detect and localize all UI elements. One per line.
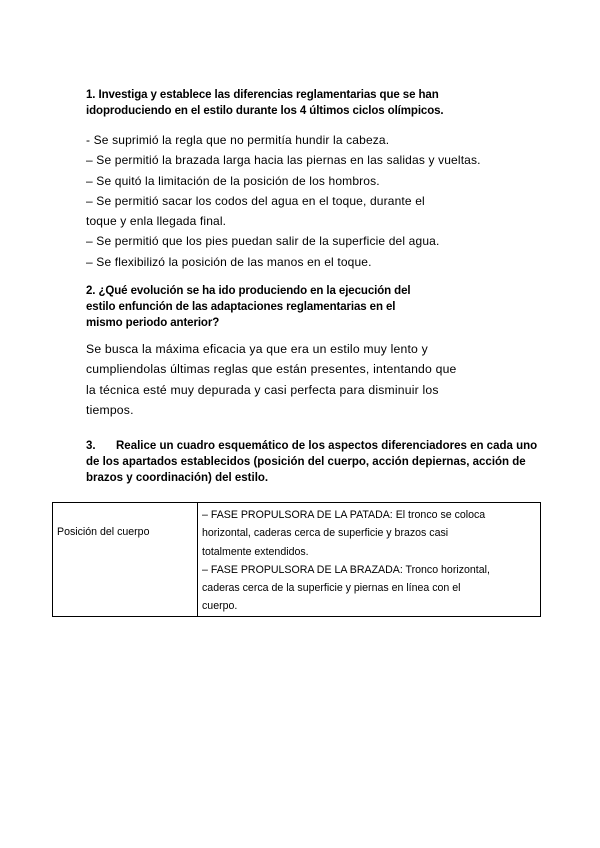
- heading-line: estilo enfunción de las adaptaciones reglamentarias en el: [86, 301, 396, 313]
- question-1-answer-list: [86, 130, 566, 272]
- question-2-answer: [86, 339, 566, 420]
- cell-line: – FASE PROPULSORA DE LA BRAZADA: Tronco horizontal,: [202, 563, 490, 576]
- question-1-heading: [86, 87, 566, 119]
- question-3-heading: [86, 438, 572, 486]
- heading-line: de los apartados establecidos (posición del cuerpo, acción depiernas, acción de: [86, 456, 526, 468]
- list-item: – Se permitió que los pies puedan salir de la superficie del agua.: [86, 234, 440, 249]
- table-cell-content: [198, 503, 541, 617]
- cell-line: totalmente extendidos.: [202, 545, 309, 558]
- scheme-table: [52, 502, 541, 617]
- heading-line: 1. Investiga y establece las diferencias reglamentarias que se han: [86, 89, 439, 101]
- question-number: 3.: [86, 440, 96, 452]
- paragraph-line: la técnica esté muy depurada y casi perfecta para disminuir los: [86, 382, 439, 397]
- question-2-heading: [86, 283, 566, 331]
- heading-line: Realice un cuadro esquemático de los aspectos diferenciadores en cada uno: [116, 440, 538, 452]
- cell-line: – FASE PROPULSORA DE LA PATADA: El tronco se coloca: [202, 509, 486, 521]
- paragraph-line: Se busca la máxima eficacia ya que era un estilo muy lento y: [86, 342, 428, 356]
- cell-line: caderas cerca de la superficie y piernas en línea con el: [202, 582, 461, 595]
- table-row: [53, 503, 541, 617]
- cell-line: horizontal, caderas cerca de superficie y brazos casi: [202, 527, 449, 540]
- table-cell-label: [53, 503, 198, 617]
- list-item: – Se quitó la limitación de la posición de los hombros.: [86, 173, 380, 188]
- heading-line: idoproduciendo en el estilo durante los 4 últimos ciclos olímpicos.: [86, 105, 444, 117]
- heading-line: mismo periodo anterior?: [86, 317, 220, 329]
- heading-line: 2. ¿Qué evolución se ha ido produciendo en la ejecución del: [86, 285, 411, 297]
- heading-line: brazos y coordinación) del estilo.: [86, 472, 269, 484]
- list-item: - Se suprimió la regla que no permitía hundir la cabeza.: [86, 133, 390, 147]
- list-item: – Se permitió sacar los codos del agua en el toque, durante el: [86, 193, 425, 208]
- paragraph-line: cumpliendolas últimas reglas que están presentes, intentando que: [86, 362, 457, 377]
- list-item: toque y enla llegada final.: [86, 214, 227, 229]
- list-item: – Se flexibilizó la posición de las manos en el toque.: [86, 254, 372, 269]
- paragraph-line: tiempos.: [86, 402, 134, 417]
- row-label: Posición del cuerpo: [57, 526, 150, 538]
- list-item: – Se permitió la brazada larga hacia las piernas en las salidas y vueltas.: [86, 153, 481, 168]
- cell-line: cuerpo.: [202, 600, 238, 613]
